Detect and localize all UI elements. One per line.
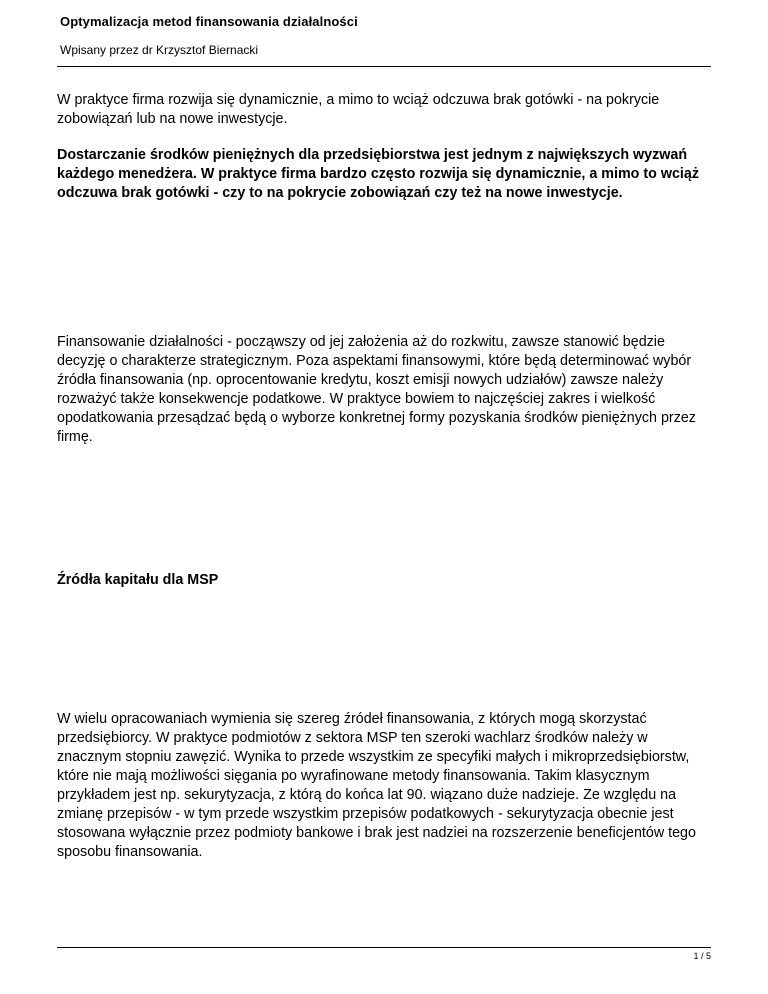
page-number: 1 / 5 bbox=[693, 951, 711, 961]
page-header bbox=[57, 0, 711, 67]
intro-paragraph: W praktyce firma rozwija się dynamicznie, a mimo to wciąż odczuwa brak gotówki - na pokrycie zobowiązań lub na nowe inwestycje. bbox=[57, 92, 660, 127]
body-paragraph-sources: W wielu opracowaniach wymienia się szereg źródeł finansowania, z których mogą skorzystać przedsiębiorcy. W praktyce podmiotów z sektora MSP ten szeroki wachlarz środków należy w znacznym stopniu zawęzić. Wynika to przede wszystkim ze specyfiki małych i mikroprzedsiębiorstw, które nie mają możliwości sięgania po wyrafinowane metody finansowania. Takim klasycznym przykładem jest np. sekurytyzacja, z którą do końca lat 90. wiązano duże nadzieje. Ze względu na zmianę przepisów - w tym przede wszystkim przepisów podatkowych - sekurytyzacja obecnie jest stosowana wyłącznie przez podmioty bankowe i brak jest nadziei na rozszerzenie beneficjentów tego sposobu finansowania. bbox=[57, 711, 696, 860]
lead-paragraph: Dostarczanie środków pieniężnych dla przedsiębiorstwa jest jednym z największych wyzwań każdego menedżera. W praktyce firma bardzo często rozwija się dynamicznie, a mimo to wciąż odczuwa brak gotówki - czy to na pokrycie zobowiązań czy też na nowe inwestycje. bbox=[57, 147, 699, 201]
document-title: Optymalizacja metod finansowania działalności bbox=[60, 14, 358, 29]
page-footer bbox=[57, 947, 711, 961]
author-line: Wpisany przez dr Krzysztof Biernacki bbox=[60, 43, 259, 57]
section-heading-msp: Źródła kapitału dla MSP bbox=[57, 572, 219, 588]
body-paragraph-financing: Finansowanie działalności - począwszy od jej założenia aż do rozkwitu, zawsze stanowić będzie decyzję o charakterze strategicznym. Poza aspektami finansowymi, które będą determinować wybór źródła finansowania (np. oprocentowanie kredytu, koszt emisji nowych udziałów) zawsze należy rozważyć także konsekwencje podatkowe. W praktyce bowiem to najczęściej zakres i wielkość opodatkowania przesądzać będą o wyborze konkretnej formy pozyskania środków pieniężnych przez firmę. bbox=[57, 334, 696, 445]
